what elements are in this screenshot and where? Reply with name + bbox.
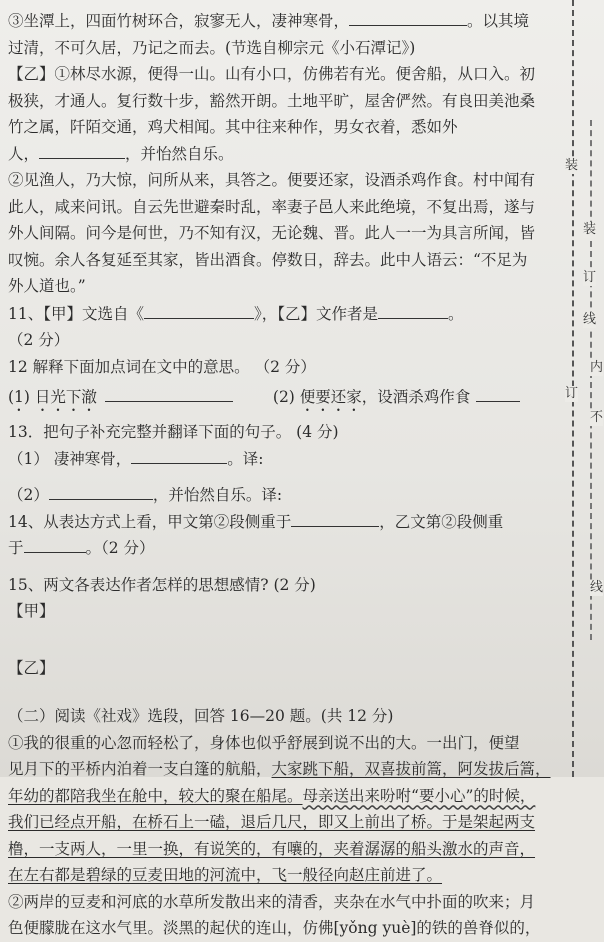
passage-b-line: 竹之属，阡陌交通，鸡犬相闻。其中往来种作，男女衣着，悉如外 bbox=[8, 118, 458, 136]
margin-label: 订 bbox=[583, 270, 597, 285]
passage-b-line: 叹惋。余人各复延至其家，皆出酒食。停数日，辞去。此中人语云：“不足为 bbox=[8, 250, 528, 269]
section-2-para-line: ①我的很重的心忽而轻松了，身体也似乎舒展到说不出的大。一出门，便望 bbox=[8, 733, 520, 752]
passage-b-line: 此人，咸来问讯。自云先世避秦时乱，率妻子邑人来此绝境，不复出焉，遂与 bbox=[8, 197, 536, 216]
question-12-item-2-text: ，设酒杀鸡作食 bbox=[361, 388, 471, 406]
question-15-a-label: 【甲】 bbox=[8, 602, 55, 620]
section-2-para-line: 在左右都是碧绿的豆麦田地的河流中，飞一般径向赵庄前进了。 bbox=[8, 866, 443, 884]
question-12: 12 解释下面加点词在文中的意思。 （2 分） bbox=[8, 357, 316, 376]
passage-a-line-1 bbox=[8, 8, 556, 35]
passage-a-text: ③坐潭上，四面竹树环合，寂寥无人，凄神寒骨， bbox=[8, 12, 350, 30]
question-text: 。（2 分） bbox=[85, 539, 155, 557]
passage-b-line: 【乙】①林尽水源，便得一山。山有小口，仿佛若有光。便舍船，从口入。初 bbox=[8, 65, 536, 83]
answer-blank[interactable] bbox=[144, 302, 254, 319]
question-text: 于 bbox=[8, 539, 24, 557]
answer-blank[interactable] bbox=[378, 302, 448, 319]
passage-b-line: 极狭，才通人。复行数十步，豁然开朗。土地平旷，屋舍俨然。有良田美池桑 bbox=[8, 91, 536, 110]
question-text: 。译: bbox=[227, 449, 264, 468]
margin-label: 订 bbox=[565, 386, 579, 401]
question-11-score: （2 分） bbox=[8, 331, 70, 349]
passage-b-text: 人， bbox=[8, 144, 40, 163]
answer-blank[interactable] bbox=[24, 536, 86, 553]
question-12-item-2-label: (2) bbox=[272, 388, 300, 406]
margin-label: 不 bbox=[590, 410, 604, 425]
underlined-text: 年幼的都陪我坐在舱中，较大的聚在船尾。 bbox=[8, 786, 303, 805]
passage-b-text: ，并怡然自乐。 bbox=[125, 144, 234, 163]
question-text: （1） 凄神寒骨， bbox=[8, 449, 132, 468]
question-14 bbox=[8, 509, 556, 536]
passage-b-line: 外人间隔。问今是何世，乃不知有汉，无论魏、晋。此人一一为具言所闻，皆 bbox=[8, 224, 536, 242]
question-12-item-1: (1) 日光下澈 bbox=[8, 388, 97, 406]
margin-label: 内 bbox=[590, 360, 604, 375]
question-14-cont bbox=[8, 535, 556, 562]
question-13-item-1 bbox=[8, 446, 556, 473]
section-2-para-line: 橹，一支两人，一里一换，有说笑的，有嚷的，夹着潺潺的船头激水的声音， bbox=[8, 839, 536, 858]
question-text: 11、【甲】文选自《 bbox=[8, 304, 144, 323]
answer-blank[interactable] bbox=[131, 447, 227, 464]
question-12-item-2-word: 便要还家 bbox=[299, 388, 362, 406]
answer-blank[interactable] bbox=[49, 483, 153, 500]
passage-a-line-2: 过清，不可久居，乃记之而去。(节选自柳宗元《小石潭记》) bbox=[8, 38, 416, 57]
question-11 bbox=[8, 301, 556, 328]
answer-blank[interactable] bbox=[291, 510, 379, 527]
question-15-b-label: 【乙】 bbox=[8, 658, 55, 677]
underlined-text: 大家跳下船，双喜拔前篙，阿发拔后篙， bbox=[271, 760, 551, 778]
question-15: 15、两文各表达作者怎样的思想感情? (2 分) bbox=[8, 575, 316, 594]
section-2-para-line: ②两岸的豆麦和河底的水草所发散出来的清香，夹杂在水气中扑面的吹来；月 bbox=[8, 892, 536, 911]
question-text: ，并怡然自乐。译: bbox=[152, 486, 283, 504]
question-text: 》，【乙】文作者是 bbox=[253, 304, 378, 323]
exam-content bbox=[8, 8, 556, 942]
binding-dashed-line-inner bbox=[590, 120, 592, 640]
margin-label: 线 bbox=[590, 580, 604, 595]
section-2-para-line bbox=[8, 756, 556, 783]
passage-a-text: 。以其境 bbox=[467, 12, 530, 30]
section-2-para-line bbox=[8, 783, 556, 810]
passage-b-line bbox=[8, 141, 556, 168]
answer-blank[interactable] bbox=[349, 9, 467, 26]
answer-blank[interactable] bbox=[39, 142, 125, 159]
question-text: （2） bbox=[8, 486, 49, 504]
question-12-items bbox=[8, 384, 556, 415]
question-13-item-2 bbox=[8, 482, 556, 509]
question-13: 13．把句子补充完整并翻译下面的句子。 (4 分) bbox=[8, 423, 339, 441]
margin-label: 装 bbox=[583, 222, 597, 237]
answer-blank[interactable] bbox=[105, 385, 233, 402]
question-text: 14、从表达方式上看，甲文第②段侧重于 bbox=[8, 512, 292, 531]
margin-label: 装 bbox=[565, 158, 579, 173]
section-2-para-line: 色便朦胧在这水气里。淡黑的起伏的连山，仿佛[yǒng yuè]的铁的兽脊似的， bbox=[8, 919, 541, 937]
passage-b-line: ②见渔人，乃大惊，问所从来，具答之。便要还家，设酒杀鸡作食。村中闻有 bbox=[8, 171, 536, 189]
section-2-text: 见月下的平桥内泊着一支白篷的航船， bbox=[8, 760, 272, 778]
margin-label: 线 bbox=[583, 312, 597, 327]
answer-blank[interactable] bbox=[476, 385, 520, 402]
question-text: ，乙文第②段侧重 bbox=[379, 512, 504, 531]
section-2-title: （二）阅读《社戏》选段，回答 16—20 题。(共 12 分) bbox=[8, 707, 394, 725]
passage-b-line: 外人道也。” bbox=[8, 277, 86, 295]
wavy-underlined-text: 母亲送出来吩咐“要小心”的时候， bbox=[302, 786, 536, 805]
section-2-para-line: 我们已经点开船，在桥石上一磕，退后几尺，即又上前出了桥。于是架起两支 bbox=[8, 813, 536, 831]
question-text: 。 bbox=[448, 304, 464, 323]
